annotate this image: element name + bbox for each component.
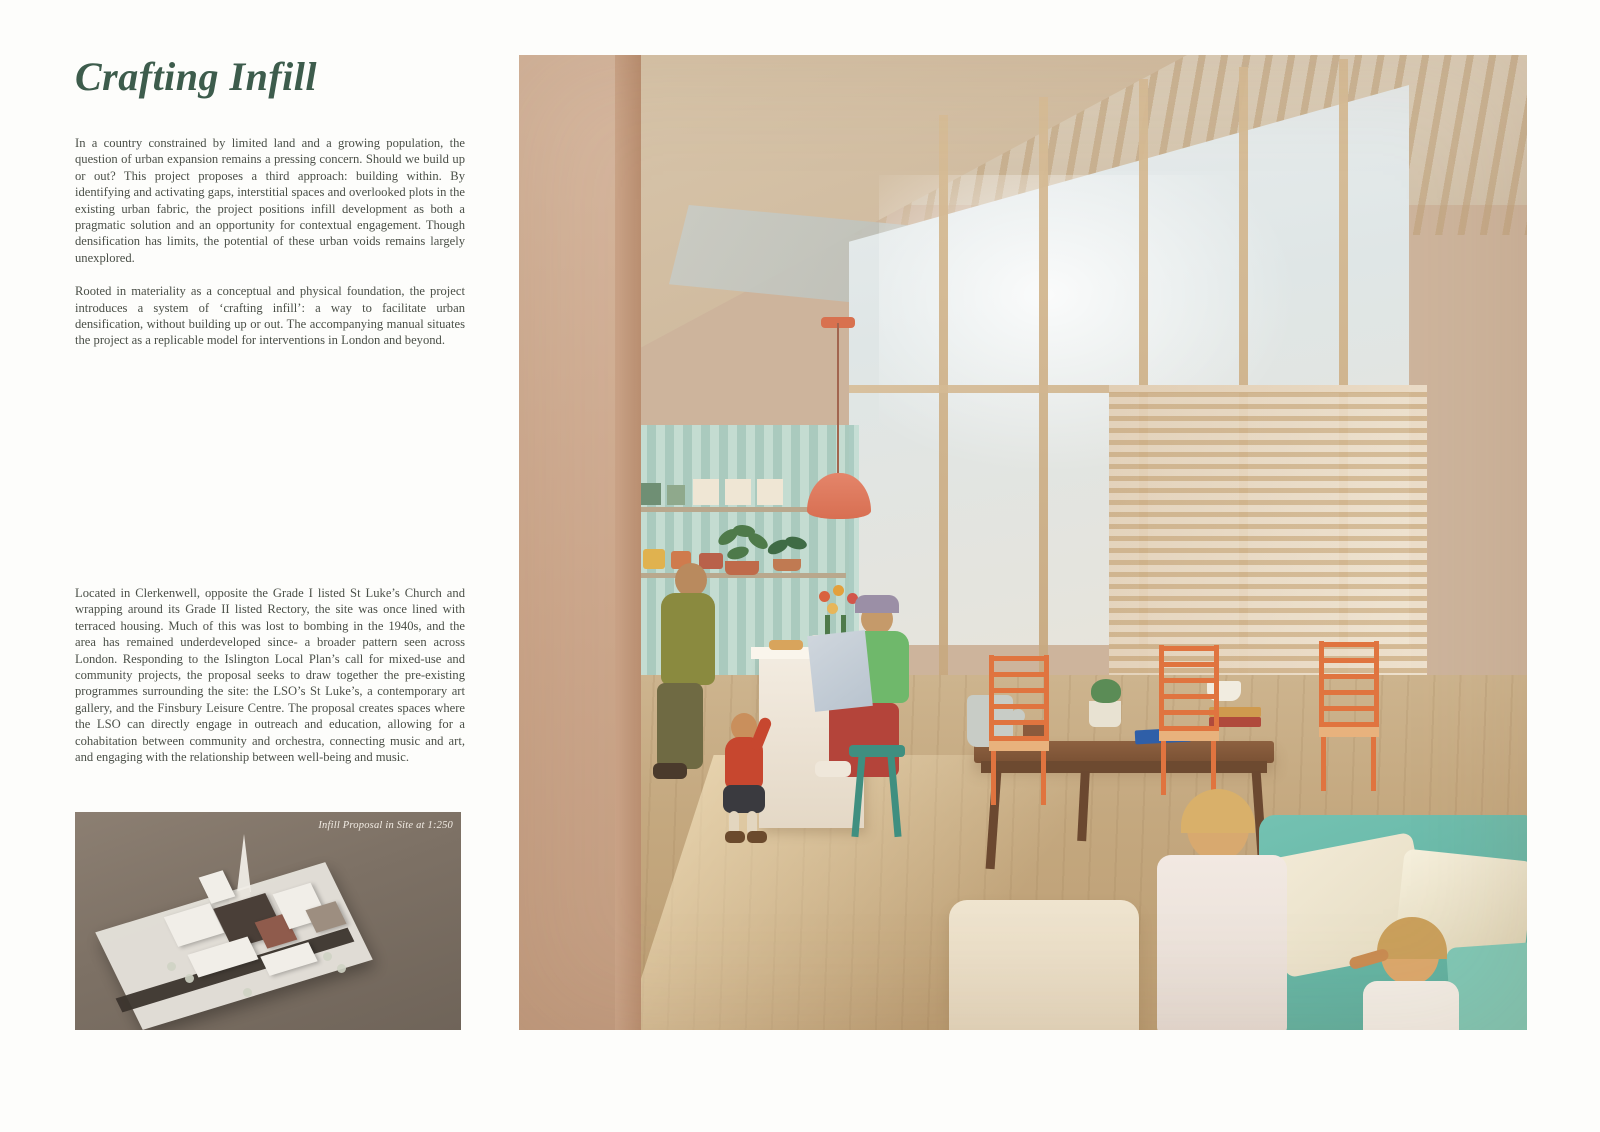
figure-foreground-child (1359, 925, 1489, 1030)
chair-back (1159, 645, 1219, 731)
left-text-column-lower (75, 585, 465, 782)
figure-torso (1157, 855, 1287, 1030)
stool-seat (849, 745, 905, 757)
figure-child (717, 705, 777, 845)
figure-seated-reader (811, 595, 921, 825)
chair-seat (1159, 731, 1219, 741)
model-tree (337, 964, 346, 973)
armchair (949, 900, 1139, 1030)
figure-legs (657, 683, 703, 769)
page-title: Crafting Infill (75, 54, 318, 99)
shelf-jar (641, 483, 661, 505)
shelf-box (757, 479, 783, 505)
newspaper (807, 630, 873, 712)
figure-standing-adult (651, 563, 721, 803)
figure-shoe (747, 831, 767, 843)
site-model-figure (75, 812, 461, 1030)
model-tree (167, 962, 176, 971)
table-plant (1091, 679, 1121, 703)
dining-chair (1159, 645, 1213, 795)
window-mullion (1039, 97, 1048, 695)
chair-leg (1041, 751, 1046, 805)
figure-caption: Infill Proposal in Site at 1:250 (318, 820, 453, 831)
plant-pot (1089, 701, 1121, 727)
interior-render-figure (519, 55, 1527, 1030)
left-text-column (75, 55, 465, 366)
plant-pot (725, 561, 759, 575)
figure-torso (661, 593, 715, 685)
chair-leg (1371, 737, 1376, 791)
figure-shoe (653, 763, 687, 779)
left-wall (519, 55, 627, 1030)
model-tree (323, 952, 332, 961)
body-paragraph-1: In a country constrained by limited land and a growing population, the question of urban expansion remains a pressing concern. Should we build up or out? This project proposes a third approach: building within. By identifying and activating gaps, interstitial spaces and overlooked plots in the existing urban fabric, the project positions infill development as both a pragmatic solution and an opportunity for contextual engagement. Though densification has limits, the potential of these urban voids remains largely unexplored. (75, 136, 465, 265)
figure-head (675, 563, 707, 597)
chair-leg (1211, 741, 1216, 795)
left-wall-edge (615, 55, 641, 1030)
model-tree (185, 974, 194, 983)
chair-leg (1321, 737, 1326, 791)
body-paragraph-2: Rooted in materiality as a conceptual and physical foundation, the project introduces a system of ‘crafting infill’: a way to facilitate urban densification, without building up or out. The accompanying manual situates the project as a replicable model for interventions in London and beyond. (75, 284, 465, 348)
figure-skirt (723, 785, 765, 813)
figure-shoe (725, 831, 745, 843)
dining-chair (1319, 641, 1373, 791)
chair-leg (991, 751, 996, 805)
plant-pot (773, 559, 801, 571)
figure-hair (855, 595, 899, 613)
window-mullion (939, 115, 948, 695)
chair-back (1319, 641, 1379, 727)
shelf-jar (667, 485, 685, 505)
figure-torso (1363, 981, 1459, 1030)
body-paragraph-3: Located in Clerkenwell, opposite the Grade I listed St Luke’s Church and wrapping around its Grade II listed Rectory, the site was once lined with terraced housing. Much of this was lost to bombing in the 1940s, and the area has remained underdeveloped since- a broader pattern seen across London. Responding to the Islington Local Plan’s call for mixed-use and community projects, the proposal seeks to draw together the pre-existing programmes surrounding the site: the LSO’s St Luke’s, a contemporary art gallery, and the Finsbury Leisure Centre. The proposal creates spaces where the LSO can directly engage in outreach and education, allowing for a cohabitation between community and orchestra, connecting music and art, and engaging with the relationship between well-being and music. (75, 586, 465, 765)
chair-seat (989, 741, 1049, 751)
figure-foreground-adult (1151, 795, 1301, 1030)
dining-chair (989, 655, 1043, 805)
shelf-box (725, 479, 751, 505)
figure-shoe (815, 761, 851, 777)
church-spire-icon (237, 834, 251, 892)
chair-seat (1319, 727, 1379, 737)
bread-board (769, 640, 803, 650)
chair-leg (1161, 741, 1166, 795)
model-tree (243, 988, 252, 997)
figure-hair (1181, 789, 1255, 833)
pendant-cord (837, 323, 839, 478)
chair-back (989, 655, 1049, 741)
shelf-box (693, 479, 719, 505)
